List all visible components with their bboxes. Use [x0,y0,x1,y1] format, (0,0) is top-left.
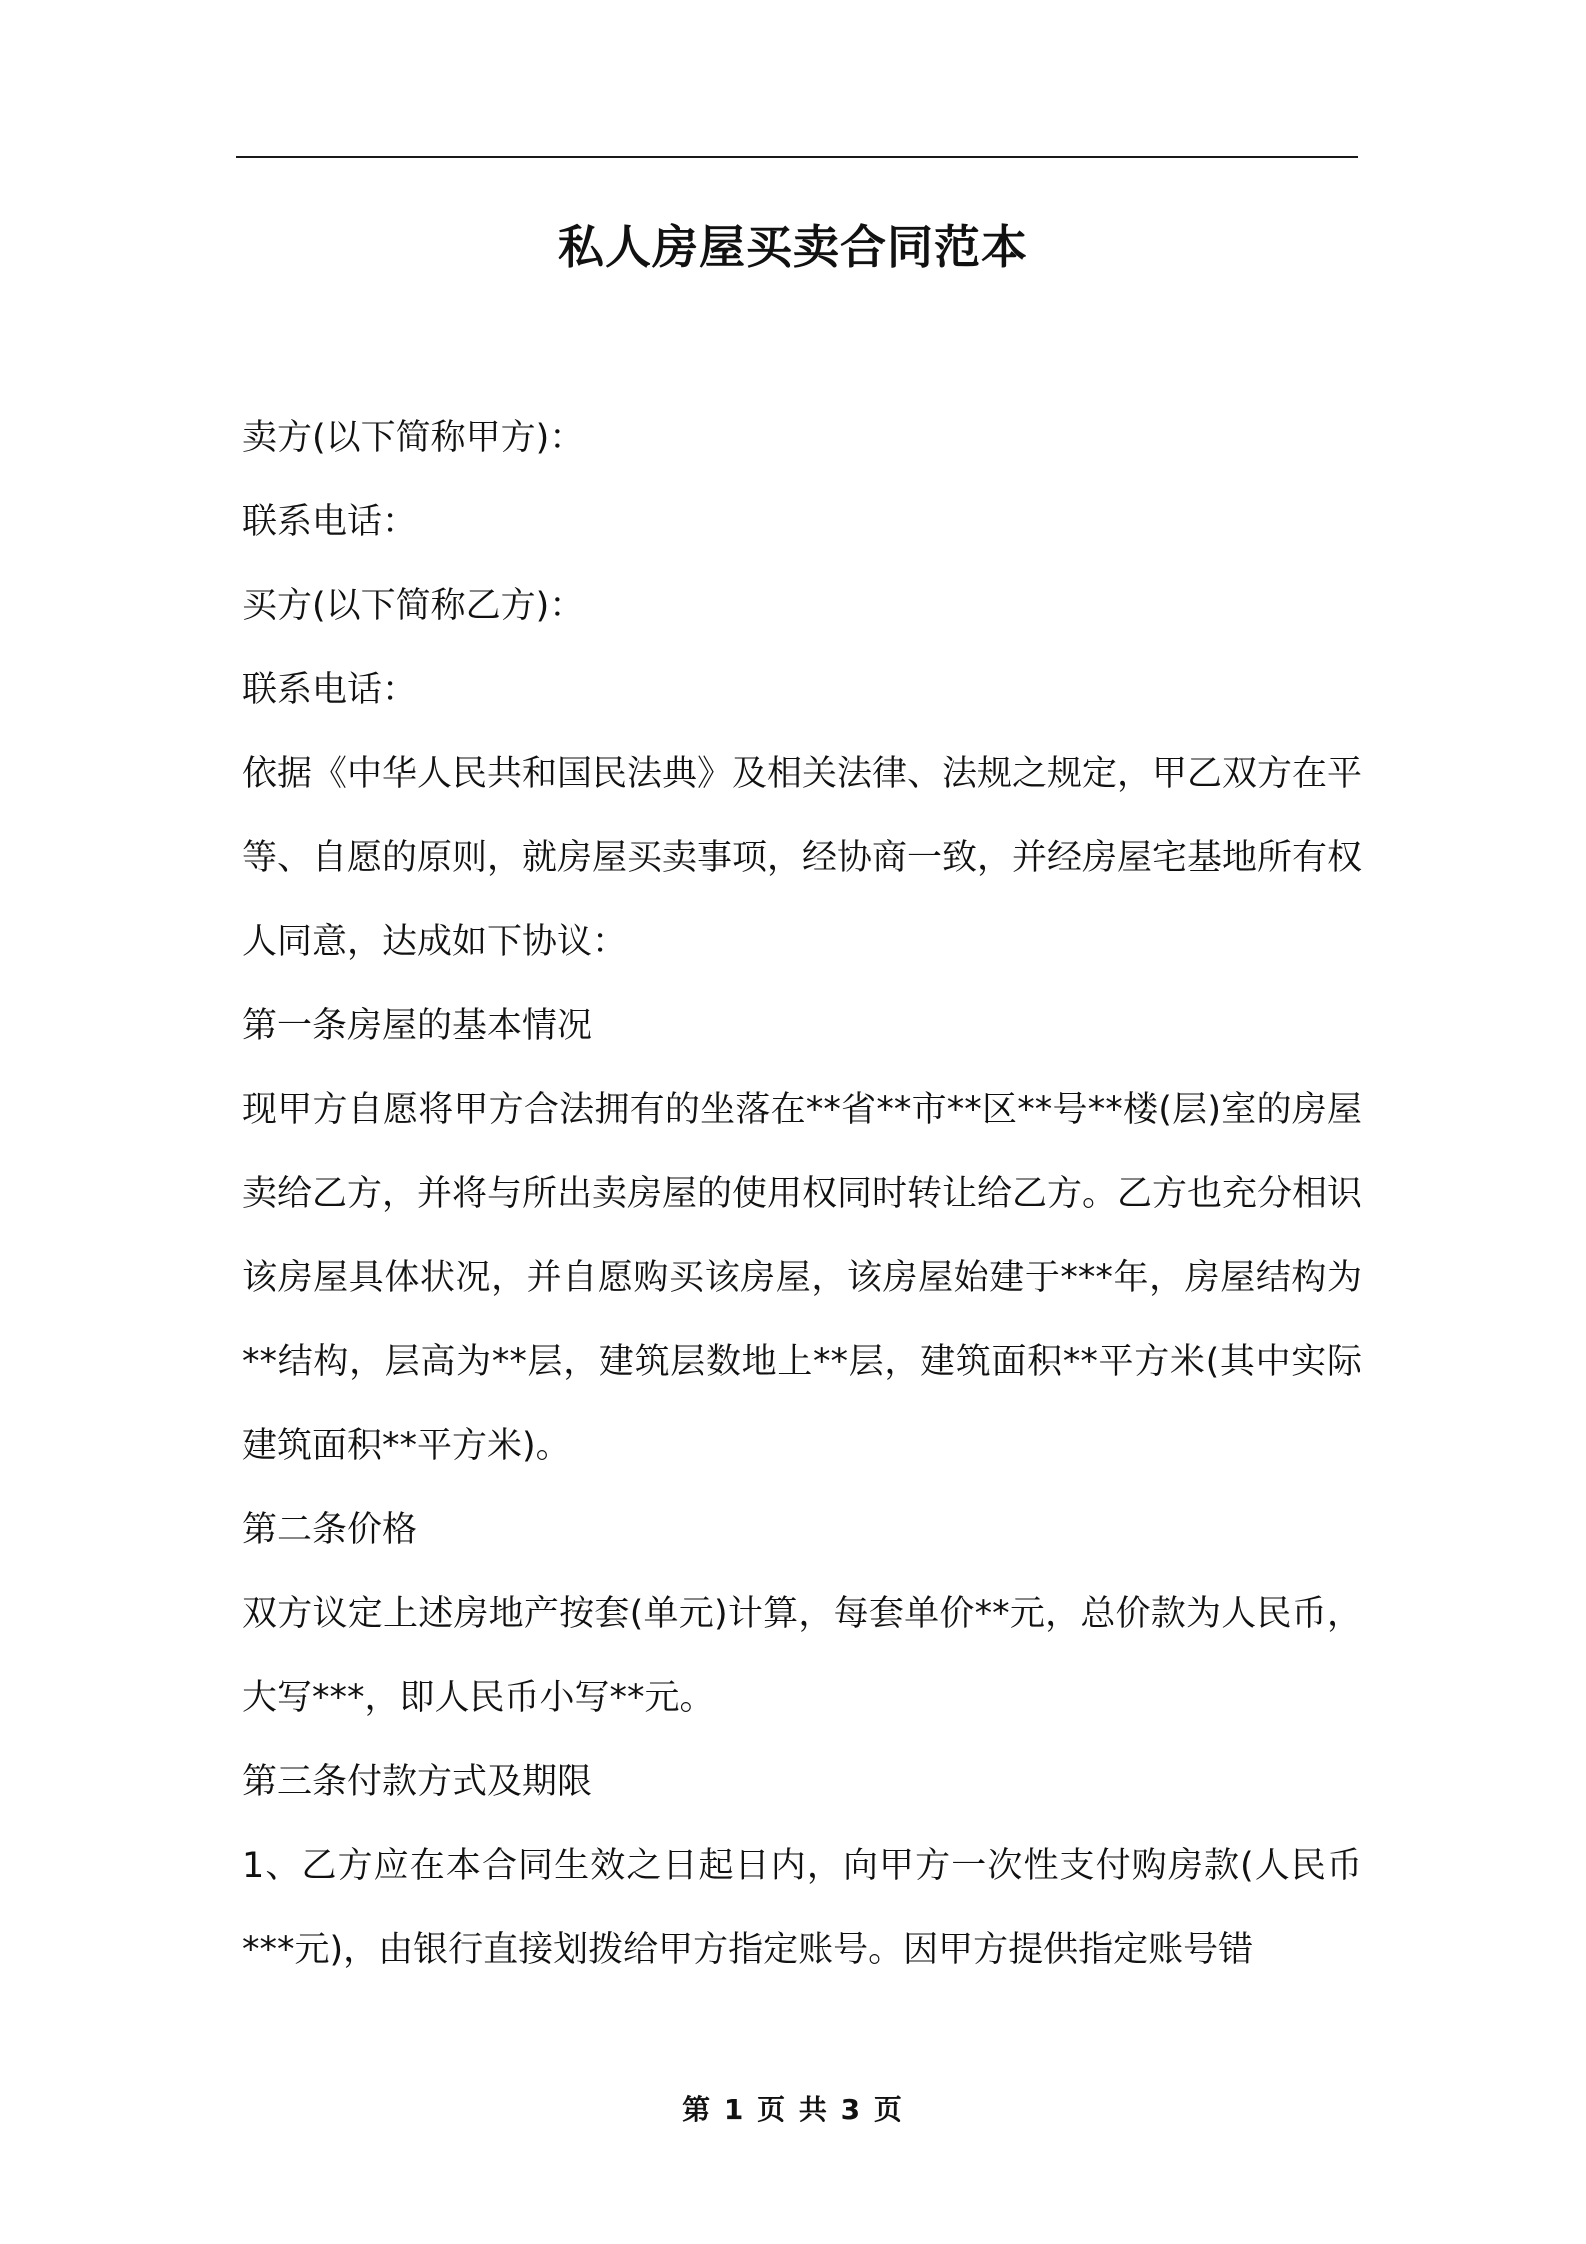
seller-phone-line: 联系电话： [242,502,418,542]
buyer-phone-line: 联系电话： [242,670,418,710]
article-3-item-1: 1、乙方应在本合同生效之日起日内，向甲方一次性支付购房款(人民币***元)，由银行直接划拨给甲方指定账号。因甲方提供指定账号错 [242,1846,1362,1970]
preamble-paragraph: 依据《中华人民共和国民法典》及相关法律、法规之规定，甲乙双方在平等、自愿的原则，就房屋买卖事项，经协商一致，并经房屋宅基地所有权人同意，达成如下协议： [242,754,1363,962]
article-3-heading: 第三条付款方式及期限 [242,1762,593,1802]
document-title: 私人房屋买卖合同范本 [558,220,1028,274]
article-1-heading: 第一条房屋的基本情况 [242,1006,593,1046]
article-1-paragraph: 现甲方自愿将甲方合法拥有的坐落在**省**市**区**号**楼(层)室的房屋卖给乙方，并将与所出卖房屋的使用权同时转让给乙方。乙方也充分相识该房屋具体状况，并自愿购买该房屋，该房屋始建于***年，房屋结构为**结构，层高为**层，建筑层数地上**层，建筑面积**平方米(其中实际建筑面积**平方米)。 [242,1090,1363,1466]
buyer-line: 买方(以下简称乙方)： [242,586,585,626]
page-number-footer: 第 1 页 共 3 页 [682,2093,904,2126]
article-2-heading: 第二条价格 [242,1510,418,1550]
header-rule [236,156,1358,158]
seller-line: 卖方(以下简称甲方)： [242,418,585,458]
document-body [242,396,1362,1992]
article-2-paragraph: 双方议定上述房地产按套(单元)计算，每套单价**元，总价款为人民币，大写***，即人民币小写**元。 [242,1594,1362,1718]
